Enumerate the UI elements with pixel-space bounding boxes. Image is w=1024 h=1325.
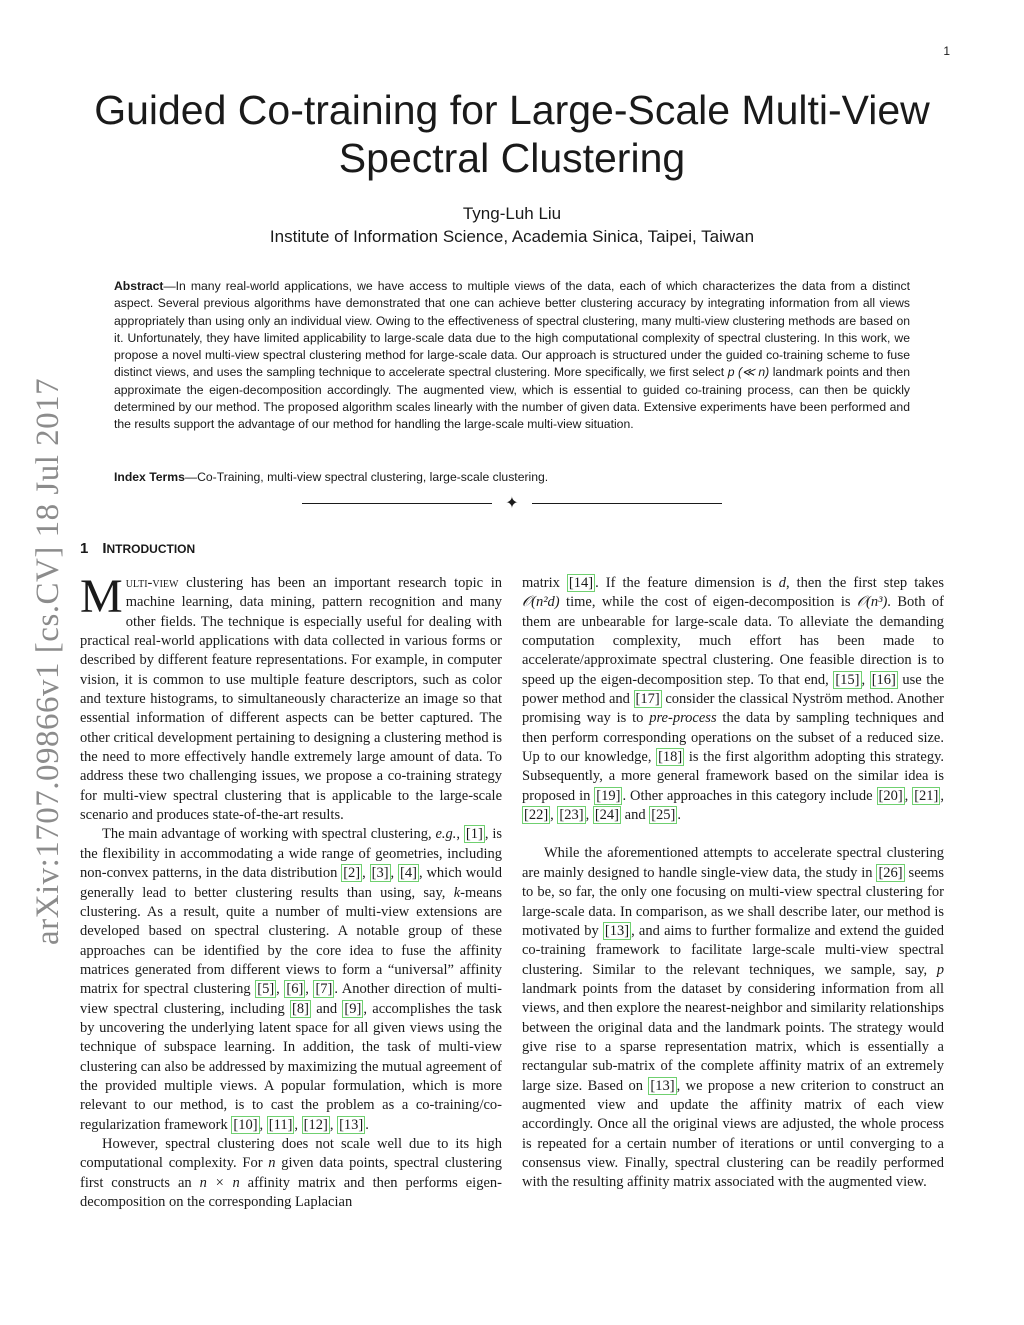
- citation-link[interactable]: [15]: [835, 671, 860, 688]
- separator: ,: [259, 1116, 267, 1133]
- separator: ,: [390, 865, 399, 882]
- p4-math-o1: 𝒪(n²d): [522, 594, 560, 611]
- citation-link[interactable]: [13]: [339, 1116, 364, 1133]
- abstract-math: p (≪ n): [727, 365, 770, 380]
- p5-text-e: , we propose a new criterion to construct an augmented view and update the affinity matrix of each view accordingly. Once all the original views are adjusted, the whole process is repeated for a certain number of iterations or until converging to a consensus view. Finally, spectral clustering can be readily performed with the resulting affinity matrix associated with the augmented view.: [522, 1077, 944, 1191]
- left-column: [80, 570, 503, 1212]
- paragraph-5: [522, 844, 944, 1192]
- paper-title: Guided Co-training for Large-Scale Multi-View Spectral Clustering: [94, 87, 930, 181]
- p2-text-i: .: [365, 1116, 369, 1133]
- citation-link[interactable]: [5]: [257, 981, 275, 998]
- section-title-rest: NTRODUCTION: [106, 542, 196, 556]
- index-terms: [114, 469, 910, 486]
- separator: ,: [550, 807, 558, 824]
- citation-link[interactable]: [13]: [650, 1077, 675, 1094]
- p2-text-h: , accomplishes the task by uncovering the underlying latent space for all given views using the technique of subspace learning. In addition, the task of multi-view clustering can also be addressed by maximizing the mutual agreement of the provided multiple views. A popular formulation, which is more relevant to our method, is to cast the problem as a co-training/co-regularization framework: [80, 1000, 503, 1133]
- citation-link[interactable]: [22]: [524, 807, 549, 824]
- separator: ,: [294, 1116, 302, 1133]
- separator: ,: [940, 787, 945, 804]
- p4-text-a: matrix: [522, 575, 567, 591]
- paragraph-1: [80, 570, 502, 825]
- p3-math-n: n: [268, 1155, 276, 1172]
- separator: ,: [585, 807, 593, 824]
- section-heading-introduction: [80, 539, 195, 559]
- citation-link[interactable]: [9]: [344, 1000, 362, 1017]
- citation-link[interactable]: [1]: [465, 826, 483, 843]
- citation-link[interactable]: [13]: [604, 922, 630, 939]
- separator: ,: [861, 671, 870, 688]
- arxiv-stamp: arXiv:1707.09866v1 [cs.CV] 18 Jul 2017: [30, 377, 66, 945]
- drop-cap-rest: ulti-view: [125, 575, 179, 591]
- section-title-first: I: [102, 540, 107, 557]
- p4-text-h: consider the classical Nyström method. Another promising way is to: [522, 691, 945, 727]
- p4-text-f: . Both of them are unbearable for large-scale data. To alleviate the demanding computation complexity, much effort has been made to accelerate/approximate spectral clustering. One feasible direction is to speed up the eigen-decomposition step. To that end,: [522, 594, 945, 688]
- citation-link[interactable]: [4]: [400, 865, 417, 882]
- divider-left: [302, 503, 492, 504]
- section-number: 1: [80, 540, 89, 557]
- p4-math-o2: 𝒪(n³): [856, 594, 888, 611]
- index-terms-label: Index Terms: [114, 470, 185, 484]
- citation-link[interactable]: [19]: [596, 787, 621, 804]
- abstract-text-2: landmark points and then approximate the eigen-decomposition accordingly. The augmented view, which is essential to guided co-training process, can then be quickly determined by our method. The proposed algorithm scales linearly with the number of given data. Extensive experiments have been performed and the results support the advantage of our method for handling the large-scale multi-view situation.: [114, 365, 910, 432]
- divider-diamond-icon: ✦: [505, 493, 519, 512]
- author-name: Tyng-Luh Liu: [462, 204, 562, 223]
- citation-link[interactable]: [18]: [658, 749, 683, 766]
- abstract: [114, 278, 910, 434]
- separator: ,: [362, 865, 370, 882]
- citation-link[interactable]: [14]: [568, 575, 594, 591]
- p2-text-e: -means clustering. As a result, quite a number of multi-view extensions are developed based on spectral clustering. A notable group of these approaches can be identified by the core idea to fuse the affinity matrices generated from different views to form a “universal” affinity matrix for spectral clustering: [80, 884, 502, 998]
- p5-text-a: While the aforementioned attempts to accelerate spectral clustering are mainly designed to handle single-view data, the study in: [522, 845, 944, 881]
- p2-text-a: The main advantage of working with spectral clustering,: [102, 826, 436, 843]
- p2-text-d: , which would generally lead to better clustering results than using, say,: [80, 865, 503, 901]
- p5-text-d: landmark points from the dataset by considering information from all views, and then explore the nearest-neighbor and similarity relationships between the original data and the landmark points. The strategy would give rise to a sparse representation matrix, which is essentially a rectangular sub-matrix of the complete affinity matrix of an extremely large size. Based on: [522, 980, 944, 1094]
- paragraph-2: [80, 825, 502, 1135]
- p4-text-k: . Other approaches in this category include: [622, 787, 877, 804]
- p4-emphasis: pre-process: [649, 710, 717, 727]
- p3-text-c: affinity matrix and then performs eigen-decomposition on the corresponding Laplacian: [80, 1174, 502, 1210]
- p4-text-i: the data by sampling techniques and then perform corresponding operations on the subset of a reduced size. Up to our knowledge,: [522, 710, 944, 766]
- citation-link[interactable]: [24]: [594, 807, 620, 824]
- citation-link[interactable]: [23]: [559, 807, 584, 824]
- p5-text-b: seems to be, so far, the only one focusing on multi-view spectral clustering for large-scale data. In comparison, as we shall describe later, our method is motivated by: [522, 864, 944, 939]
- separator: ,: [305, 981, 314, 998]
- separator: ,: [276, 981, 285, 998]
- p2-text-f: . Another direction of multi-view spectral clustering, including: [80, 981, 503, 1017]
- p5-math-p: p: [936, 961, 944, 978]
- p3-text-b: given data points, spectral clustering first constructs an: [80, 1155, 502, 1191]
- p4-text-j: is the first algorithm adopting this strategy. Subsequently, a more general framework based on the similar idea is proposed in: [522, 749, 945, 804]
- p4-text-g: use the power method and: [522, 671, 944, 708]
- citation-link[interactable]: [6]: [286, 981, 304, 998]
- p4-math-d: d: [778, 575, 786, 591]
- p4-text-l: and: [621, 807, 650, 824]
- citation-link[interactable]: [8]: [291, 1000, 309, 1017]
- citation-link[interactable]: [21]: [914, 787, 939, 804]
- abstract-text-1: —In many real-world applications, we have access to multiple views of the data, each of which characterizes the data from a distinct aspect. Several previous algorithms have demonstrated that one can achieve better clustering accuracy by integrating information from all views appropriately than using only an individual view. Owing to the effectiveness of spectral clustering, many multi-view clustering methods are based on it. Unfortunately, they have limited applicability to large-scale data due to the high computational complexity of spectral clustering. In this work, we propose a novel multi-view spectral clustering method for large-scale data. Our approach is structured under the guided co-training scheme to fuse distinct views, and uses the sampling technique to accelerate spectral clustering. More specifically, we first select: [114, 279, 910, 380]
- author-affiliation: Institute of Information Science, Academia Sinica, Taipei, Taiwan: [269, 227, 755, 246]
- divider-right: [532, 503, 722, 504]
- citation-link[interactable]: [20]: [878, 787, 903, 804]
- index-terms-text: —Co-Training, multi-view spectral clustering, large-scale clustering.: [184, 470, 549, 484]
- citation-link[interactable]: [7]: [315, 981, 333, 998]
- citation-link[interactable]: [3]: [371, 865, 389, 882]
- separator: ,: [904, 787, 913, 804]
- paragraph-3: [80, 1135, 502, 1212]
- separator: ,: [329, 1116, 338, 1133]
- p4-text-c: , then the first step takes: [785, 575, 945, 591]
- citation-link[interactable]: [2]: [343, 865, 361, 882]
- p2-text-c: , is the flexibility in accommodating a wide range of geometries, including non-convex patterns, in the data distribution: [80, 826, 503, 882]
- paragraph-1-text: clustering has been an important research topic in machine learning, data mining, pattern recognition and many other fields. The technique is especially useful for dealing with practical real-world applications with data collected in various forms or described by different feature representations. For example, in computer vision, it is common to use multiple feature descriptors, such as color and texture histograms, to simultaneously characterize an image so that essential information of different aspects can be better captured. The other critical development pertaining to designing a clustering method is the need to more effectively handle extremely large amount of data. To address these two challenging issues, we propose a co-training strategy for multi-view spectral clustering that is applicable to the large-scale scenario and produces state-of-the-art results.: [80, 575, 502, 824]
- citation-link[interactable]: [10]: [233, 1116, 258, 1133]
- p5-text-c: , and aims to further formalize and extend the guided co-training framework to facilitate large-scale multi-view spectral clustering. Similar to the relevant techniques, we sample, say,: [522, 922, 944, 978]
- p3-math-nxn: n × n: [199, 1174, 240, 1191]
- citation-link[interactable]: [17]: [635, 691, 660, 708]
- p4-text-b: . If the feature dimension is: [595, 575, 779, 591]
- drop-cap: M: [80, 570, 123, 623]
- p2-eg: e.g.: [435, 826, 457, 843]
- p3-text-a: However, spectral clustering does not scale well due to its high computational complexity. For: [80, 1135, 502, 1172]
- page-number: 1: [943, 44, 950, 58]
- citation-link[interactable]: [16]: [871, 671, 896, 688]
- p2-text-b: ,: [456, 826, 464, 843]
- citation-link[interactable]: [26]: [878, 864, 903, 881]
- abstract-label: Abstract: [114, 279, 164, 293]
- p4-text-e: time, while the cost of eigen-decomposition is: [559, 594, 857, 611]
- paragraph-4: [522, 574, 944, 825]
- citation-link[interactable]: [25]: [651, 807, 676, 824]
- right-column: [522, 574, 944, 1193]
- citation-link[interactable]: [11]: [268, 1116, 293, 1133]
- p2-math-k: k: [453, 884, 461, 901]
- p4-text-m: .: [677, 807, 681, 824]
- citation-link[interactable]: [12]: [303, 1116, 328, 1133]
- p2-text-g: and: [310, 1000, 343, 1017]
